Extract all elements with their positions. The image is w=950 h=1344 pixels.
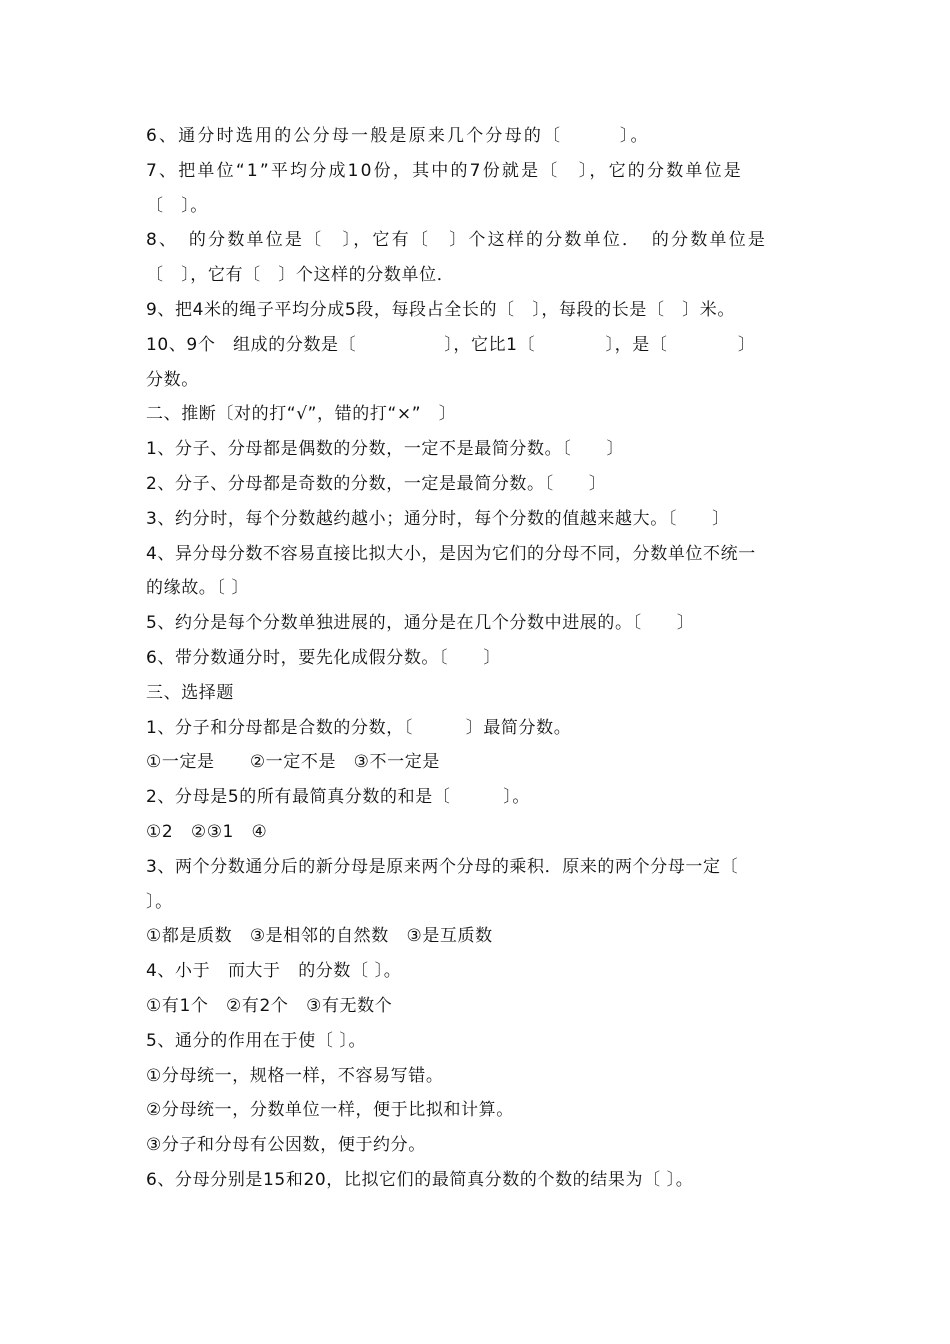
judge-5: 5、约分是每个分数单独进展的，通分是在几个分数中进展的。〔 〕 [146, 613, 695, 634]
judge-1: 1、分子、分母都是偶数的分数，一定不是最简分数。〔 〕 [146, 439, 625, 460]
choice-3-continued: 〕。 [146, 891, 173, 912]
choice-2-options: ①2 ②③1 ④ [146, 821, 268, 842]
choice-1: 1、分子和分母都是合数的分数，〔 〕最简分数。 [146, 717, 572, 738]
question-10-continued: 分数。 [146, 369, 199, 390]
choice-5-option-2: ②分母统一，分数单位一样，便于比拟和计算。 [146, 1100, 514, 1121]
question-9-rope: 9、把4米的绳子平均分成5段，每段占全长的〔 〕，每段的长是〔 〕米。 [146, 299, 735, 320]
exercise-text [146, 119, 810, 1198]
question-7-unit-fraction: 7、把单位“1”平均分成10份，其中的7份就是〔 〕，它的分数单位是 [146, 160, 743, 181]
judge-2: 2、分子、分母都是奇数的分数，一定是最简分数。〔 〕 [146, 473, 607, 494]
question-10-composition: 10、9个 组成的分数是〔 〕，它比1〔 〕，是〔 〕 [146, 334, 756, 355]
choice-3: 3、两个分数通分后的新分母是原来两个分母的乘积．原来的两个分母一定〔 [146, 856, 739, 877]
judge-4-continued: 的缘故。〔 〕 [146, 578, 250, 599]
choice-3-options: ①都是质数 ③是相邻的自然数 ③是互质数 [146, 926, 493, 947]
question-8-fraction-units: 8、 的分数单位是〔 〕，它有〔 〕个这样的分数单位． 的分数单位是 [146, 230, 768, 251]
choice-4: 4、小于 而大于 的分数〔 〕。 [146, 961, 402, 982]
section-3-heading: 三、选择题 [146, 682, 234, 703]
choice-1-options: ①一定是 ②一定不是 ③不一定是 [146, 752, 440, 773]
section-2-heading: 二、推断〔对的打“√”，错的打“×” 〕 [146, 404, 457, 425]
judge-3: 3、约分时，每个分数越约越小；通分时，每个分数的值越来越大。〔 〕 [146, 508, 730, 529]
question-8-continued: 〔 〕，它有〔 〕个这样的分数单位． [146, 265, 455, 286]
question-7-continued: 〔 〕。 [146, 195, 208, 216]
choice-4-options: ①有1个 ②有2个 ③有无数个 [146, 995, 393, 1016]
question-6-common-denominator: 6、通分时选用的公分母一般是原来几个分母的〔 〕。 [146, 126, 650, 146]
choice-5: 5、通分的作用在于使〔 〕。 [146, 1030, 367, 1051]
choice-2: 2、分母是5的所有最简真分数的和是〔 〕。 [146, 787, 530, 808]
judge-4: 4、异分母分数不容易直接比拟大小，是因为它们的分母不同，分数单位不统一 [146, 543, 756, 564]
judge-6: 6、带分数通分时，要先化成假分数。〔 〕 [146, 647, 501, 668]
choice-5-option-3: ③分子和分母有公因数，便于约分。 [146, 1135, 426, 1156]
choice-5-option-1: ①分母统一，规格一样，不容易写错。 [146, 1065, 444, 1086]
choice-6: 6、分母分别是15和20，比拟它们的最简真分数的个数的结果为〔 〕。 [146, 1169, 694, 1190]
